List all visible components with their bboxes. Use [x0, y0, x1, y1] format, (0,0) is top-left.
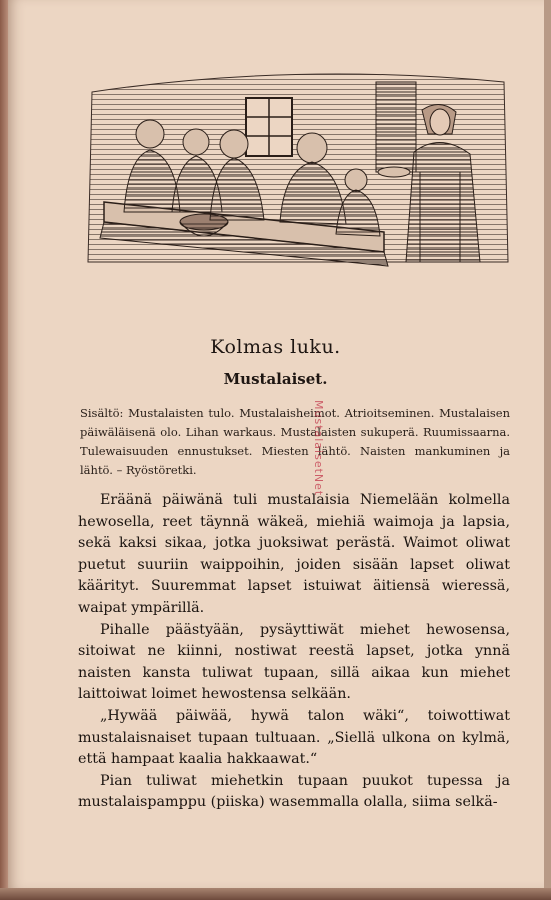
body-text: [78, 490, 510, 814]
paragraph-1: Eräänä päiwänä tuli mustalaisia Niemelään kolmella hewosella, reet täynnä wäkeä, miehiä waimoja ja lapsia, sekä kaksi sikaa, jotka juoksiwat perästä. Waimot oliwat puetut suuriin waippoihin, joiden sisään lapset oliwat käärityt. Suuremmat lapset istuiwat äitiensä wieressä, waipat ympärillä.: [78, 492, 510, 616]
woodcut-illustration: [84, 62, 510, 268]
watermark: MustalaisetNet: [312, 400, 325, 497]
paragraph-3: „Hywää päiwää, hywä talon wäki“, toiwottiwat mustalaisnaiset tupaan tultuaan. „Siellä ulkona on kylmä, että hampaat kaalia hakkaawat.“: [78, 707, 510, 768]
paragraph-4: Pian tuliwat miehetkin tupaan puukot tupessa ja mustalaispamppu (piiska) wasemmalla olalla, siima selkä-: [78, 772, 510, 811]
paragraph-2: Pihalle päästyään, pysäyttiwät miehet hewosensa, sitoiwat ne kiinni, nostiwat reestä lapset, jotka ynnä naisten kansta tuliwat tupaan, sillä aikaa kun miehet laittoiwat loimet hewostensa selkään.: [78, 621, 510, 703]
page-bottom-edge: [0, 888, 551, 900]
chapter-title: Kolmas luku.: [210, 336, 341, 358]
chapter-subtitle: Mustalaiset.: [223, 370, 328, 388]
chapter-summary: Sisältö: Mustalaisten tulo. Mustalaisheimot. Atrioitseminen. Mustalaisen päiwäläisenä olo. Lihan warkaus. Mustalaisten sukuperä. Ruumissaarna. Tulewaisuuden ennustukset. Miesten lähtö. Naisten mankuminen ja lähtö. – Ryöstöretki.: [80, 406, 510, 477]
